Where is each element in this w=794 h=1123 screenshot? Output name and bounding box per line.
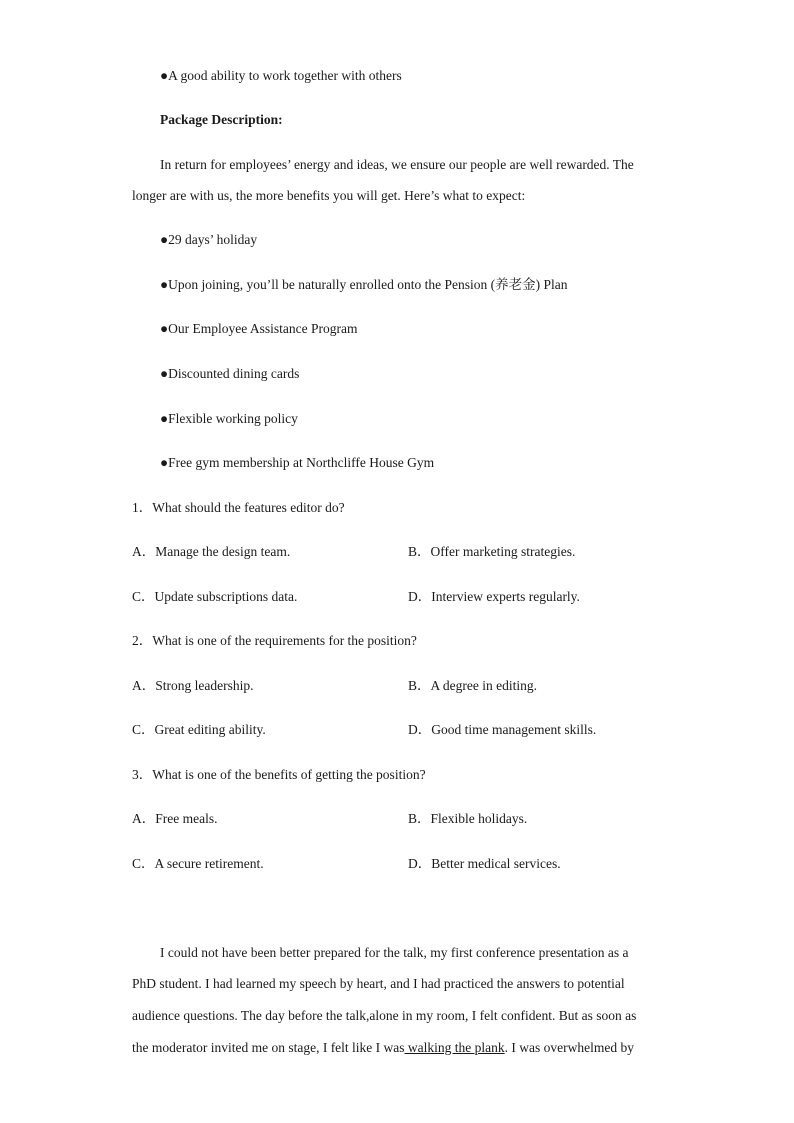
package-intro-line-2: longer are with us, the more benefits you will get. Here’s what to expect: [132,188,526,203]
underlined-phrase: walking the plank [404,1040,505,1055]
passage-line-4-end: . I was overwhelmed by [504,1040,634,1055]
benefit-item: ●Discounted dining cards [160,366,300,381]
question-stem: 1．What should the features editor do? [132,500,345,515]
package-intro-line-1: In return for employees’ energy and ideas, we ensure our people are well rewarded. The [160,157,634,172]
option-a: A．Strong leadership. [132,678,254,693]
benefit-item: ●Our Employee Assistance Program [160,321,358,336]
benefit-item: ●Free gym membership at Northcliffe House Gym [160,455,435,470]
option-a: A．Manage the design team. [132,544,291,559]
requirement-bullet: ●A good ability to work together with others [160,68,402,83]
option-d: D．Interview experts regularly. [408,589,580,604]
benefit-item: ●Upon joining, you’ll be naturally enrolled onto the Pension (养老金) Plan [160,277,568,292]
option-c: C．A secure retirement. [132,856,264,871]
option-b: B．A degree in editing. [408,678,537,693]
option-d: D．Good time management skills. [408,722,597,737]
question-stem: 3．What is one of the benefits of getting the position? [132,767,426,782]
option-b: B．Offer marketing strategies. [408,544,576,559]
option-a: A．Free meals. [132,811,218,826]
option-c: C．Update subscriptions data. [132,589,298,604]
option-c: C．Great editing ability. [132,722,266,737]
passage-line-4-start: the moderator invited me on stage, I felt like I was [132,1040,405,1055]
question-stem: 2．What is one of the requirements for the position? [132,633,417,648]
passage-line-2: PhD student. I had learned my speech by heart, and I had practiced the answers to potential [132,976,625,991]
option-d: D．Better medical services. [408,856,561,871]
option-b: B．Flexible holidays. [408,811,528,826]
benefit-item: ●29 days’ holiday [160,232,258,247]
passage-line-4 [132,1039,634,1057]
passage-line-1: I could not have been better prepared for the talk, my first conference presentation as a [160,945,629,960]
package-heading: Package Description: [160,112,283,127]
passage-line-3: audience questions. The day before the talk,alone in my room, I felt confident. But as soon as [132,1008,637,1023]
benefit-item: ●Flexible working policy [160,411,298,426]
